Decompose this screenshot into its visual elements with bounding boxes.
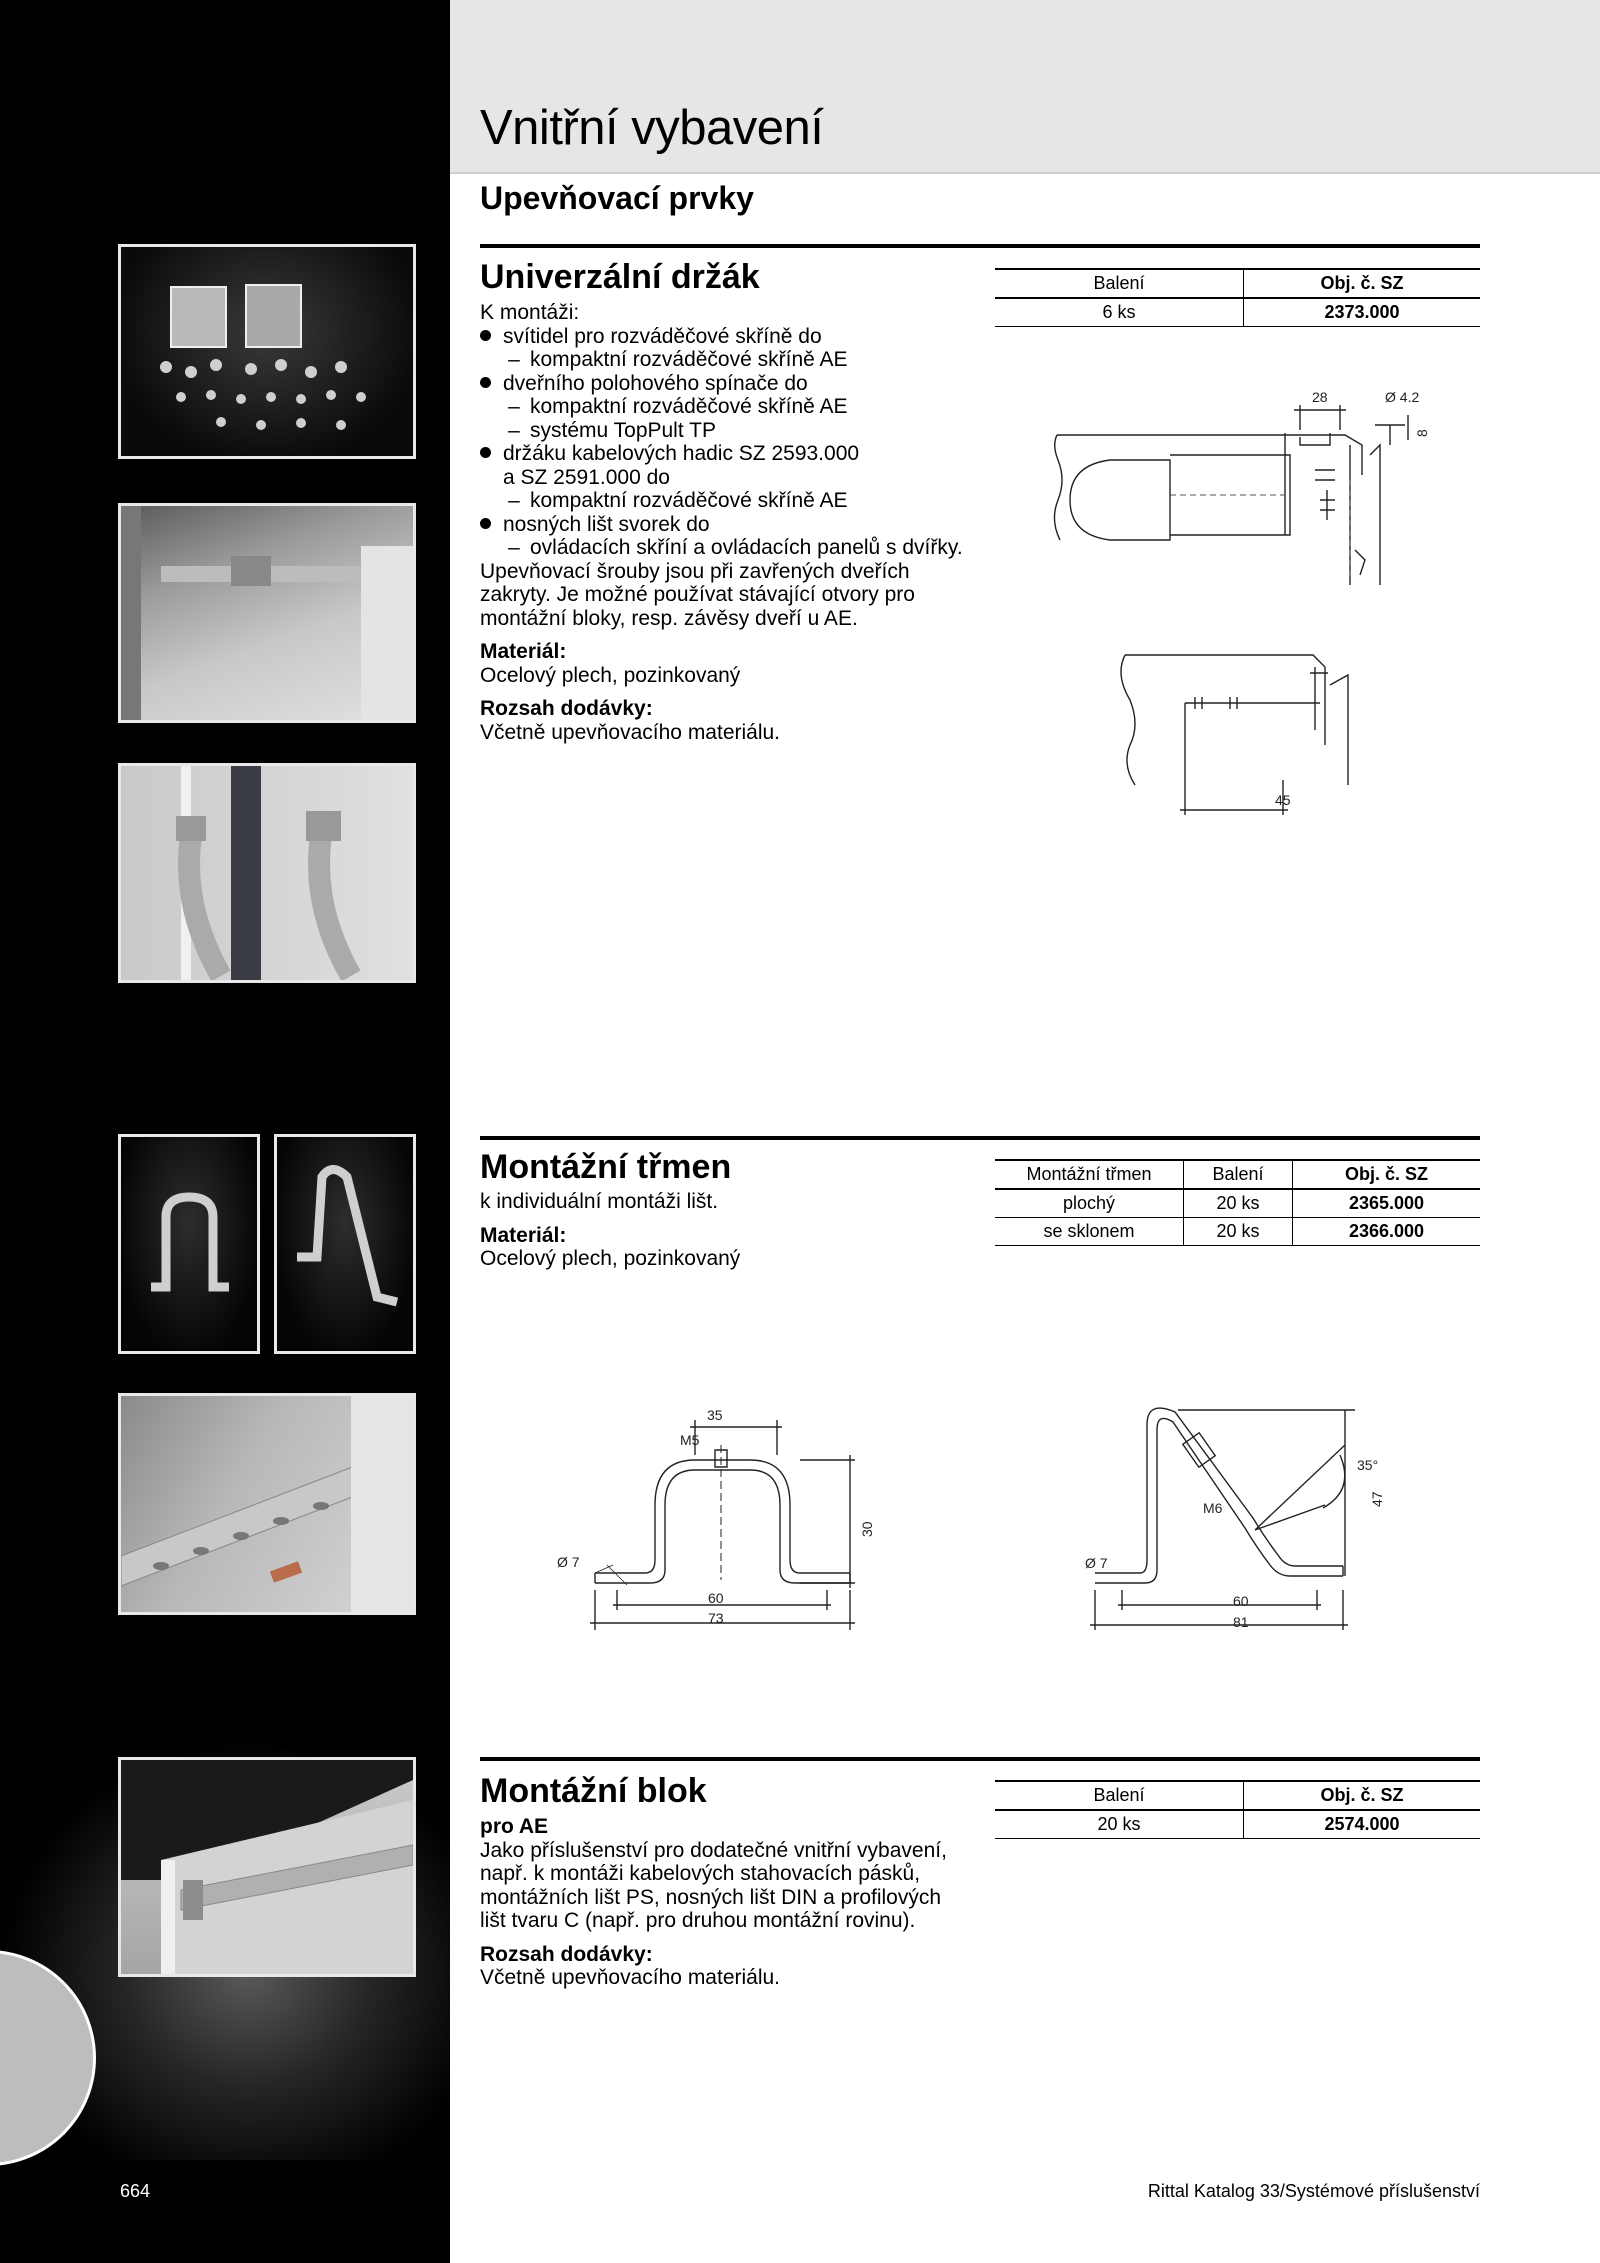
product-photo-bracket-mounted (118, 1393, 416, 1615)
dim-30: 30 (859, 1521, 875, 1537)
product-photo-inclined-bracket (274, 1134, 416, 1354)
item-text: držáku kabelových hadic SZ 2593.000 (503, 442, 860, 465)
paragraph-line: montážní bloky, resp. závěsy dveří u AE. (480, 606, 858, 630)
cell-packaging: 20 ks (1184, 1218, 1293, 1246)
material-label: Materiál: (480, 1223, 567, 1247)
mounting-list (480, 325, 980, 560)
col-header-packaging: Balení (995, 269, 1244, 298)
label-m5: M5 (680, 1432, 700, 1448)
cell-bracket-type: plochý (995, 1189, 1184, 1218)
bullet-icon (480, 377, 491, 388)
col-header-order-number: Obj. č. SZ (1244, 1781, 1481, 1810)
bullet-icon (480, 518, 491, 529)
section-rule (480, 1136, 1480, 1140)
section1-body (480, 301, 980, 744)
intro-text: K montáži: (480, 301, 580, 324)
dim-60: 60 (708, 1590, 724, 1606)
item-text: kompaktní rozváděčové skříně AE (530, 348, 848, 371)
dim-35: 35 (707, 1407, 723, 1423)
order-table-mounting-bracket (995, 1159, 1480, 1246)
sub-item (480, 348, 980, 372)
technical-drawing-universal-holder (1030, 385, 1450, 820)
technical-drawing-flat-bracket (555, 1405, 895, 1645)
item-text: systému TopPult TP (530, 418, 716, 442)
angle-35-deg: 35° (1357, 1457, 1379, 1473)
dim-60: 60 (1233, 1593, 1249, 1609)
dash-icon: – (508, 489, 520, 512)
paragraph-line: Jako příslušenství pro dodatečné vnitřní vybavení, (480, 1838, 947, 1862)
dim-81: 81 (1233, 1614, 1249, 1630)
dash-icon: – (508, 418, 520, 442)
product-photo-mounting-block (118, 1757, 416, 1977)
section-title-universal-holder: Univerzální držák (480, 258, 760, 296)
cell-packaging: 20 ks (1184, 1189, 1293, 1218)
bullet-item (480, 372, 980, 396)
description-paragraph (480, 560, 980, 631)
section-rule (480, 1757, 1480, 1761)
dim-diameter-7: Ø 7 (1085, 1555, 1108, 1571)
order-table-mounting-block (995, 1780, 1480, 1839)
paragraph-line: zakryty. Je možné používat stávající otvory pro (480, 583, 915, 606)
item-text: a SZ 2591.000 do (503, 465, 670, 489)
paragraph-line: např. k montáži kabelových stahovacích pásků, (480, 1862, 921, 1885)
block-subtitle: pro AE (480, 1815, 549, 1838)
order-table-universal-holder (995, 268, 1480, 327)
section-rule (480, 244, 1480, 248)
dim-28: 28 (1312, 389, 1328, 405)
header-divider (450, 172, 1600, 174)
label-m6: M6 (1203, 1500, 1223, 1516)
dim-47: 47 (1369, 1491, 1385, 1507)
delivery-label: Rozsah dodávky: (480, 697, 653, 720)
technical-drawing-inclined-bracket (1085, 1400, 1425, 1645)
page-subtitle: Upevňovací prvky (480, 180, 754, 216)
cell-order-number: 2366.000 (1293, 1218, 1481, 1246)
section2-body (480, 1190, 900, 1271)
sub-item (480, 419, 980, 443)
bullet-icon (480, 447, 491, 458)
item-text: kompaktní rozváděčové skříně AE (530, 489, 848, 512)
col-header-order-number: Obj. č. SZ (1244, 269, 1481, 298)
material-value: Ocelový plech, pozinkovaný (480, 1247, 741, 1270)
product-photo-flat-bracket (118, 1134, 260, 1354)
cell-packaging: 6 ks (995, 298, 1244, 327)
delivery-label: Rozsah dodávky: (480, 1942, 653, 1966)
material-label: Materiál: (480, 640, 567, 663)
sub-item (480, 536, 980, 560)
item-text: kompaktní rozváděčové skříně AE (530, 395, 848, 418)
page-title: Vnitřní vybavení (480, 101, 824, 155)
dim-diameter-4-2: Ø 4.2 (1385, 389, 1420, 405)
sub-item (480, 395, 980, 419)
col-header-bracket: Montážní třmen (995, 1160, 1184, 1189)
cell-order-number: 2365.000 (1293, 1189, 1481, 1218)
section-title-mounting-block: Montážní blok (480, 1772, 707, 1810)
dim-73: 73 (708, 1610, 724, 1626)
product-photo-hose-holder (118, 763, 416, 983)
bullet-item (480, 513, 980, 537)
sub-item (480, 466, 980, 490)
col-header-packaging: Balení (1184, 1160, 1293, 1189)
bracket-subtitle: k individuální montáži lišt. (480, 1190, 719, 1213)
dim-8: 8 (1414, 429, 1430, 437)
bullet-item (480, 325, 980, 349)
dim-45: 45 (1275, 792, 1291, 808)
item-text: dveřního polohového spínače do (503, 371, 808, 395)
section3-body (480, 1815, 980, 1990)
item-text: ovládacích skříní a ovládacích panelů s dvířky. (530, 536, 963, 559)
cell-bracket-type: se sklonem (995, 1218, 1184, 1246)
cell-order-number: 2373.000 (1244, 298, 1481, 327)
delivery-value: Včetně upevňovacího materiálu. (480, 720, 781, 744)
dash-icon: – (508, 395, 520, 418)
dim-diameter-7: Ø 7 (557, 1554, 580, 1570)
col-header-packaging: Balení (995, 1781, 1244, 1810)
section-title-mounting-bracket: Montážní třmen (480, 1148, 732, 1186)
cell-order-number: 2574.000 (1244, 1810, 1481, 1839)
description-paragraph (480, 1839, 980, 1933)
paragraph-line: montážních lišt PS, nosných lišt DIN a profilových (480, 1885, 942, 1909)
item-text: nosných lišt svorek do (503, 512, 710, 536)
dash-icon: – (508, 536, 520, 559)
cell-packaging: 20 ks (995, 1810, 1244, 1839)
catalog-name: Rittal Katalog 33/Systémové příslušenství (1147, 2181, 1480, 2201)
col-header-order-number: Obj. č. SZ (1293, 1160, 1481, 1189)
item-text: svítidel pro rozváděčové skříně do (503, 324, 822, 348)
product-photo-mounted-holder (118, 503, 416, 723)
product-photo-universal-holder (118, 244, 416, 459)
paragraph-line: Upevňovací šrouby jsou při zavřených dveřích (480, 559, 910, 583)
dash-icon: – (508, 348, 520, 371)
delivery-value: Včetně upevňovacího materiálu. (480, 1966, 781, 1989)
sub-item (480, 489, 980, 513)
page-number: 664 (120, 2181, 151, 2201)
bullet-icon (480, 330, 491, 341)
paragraph-line: lišt tvaru C (např. pro druhou montážní rovinu). (480, 1909, 916, 1932)
material-value: Ocelový plech, pozinkovaný (480, 663, 741, 687)
bullet-item (480, 442, 980, 466)
